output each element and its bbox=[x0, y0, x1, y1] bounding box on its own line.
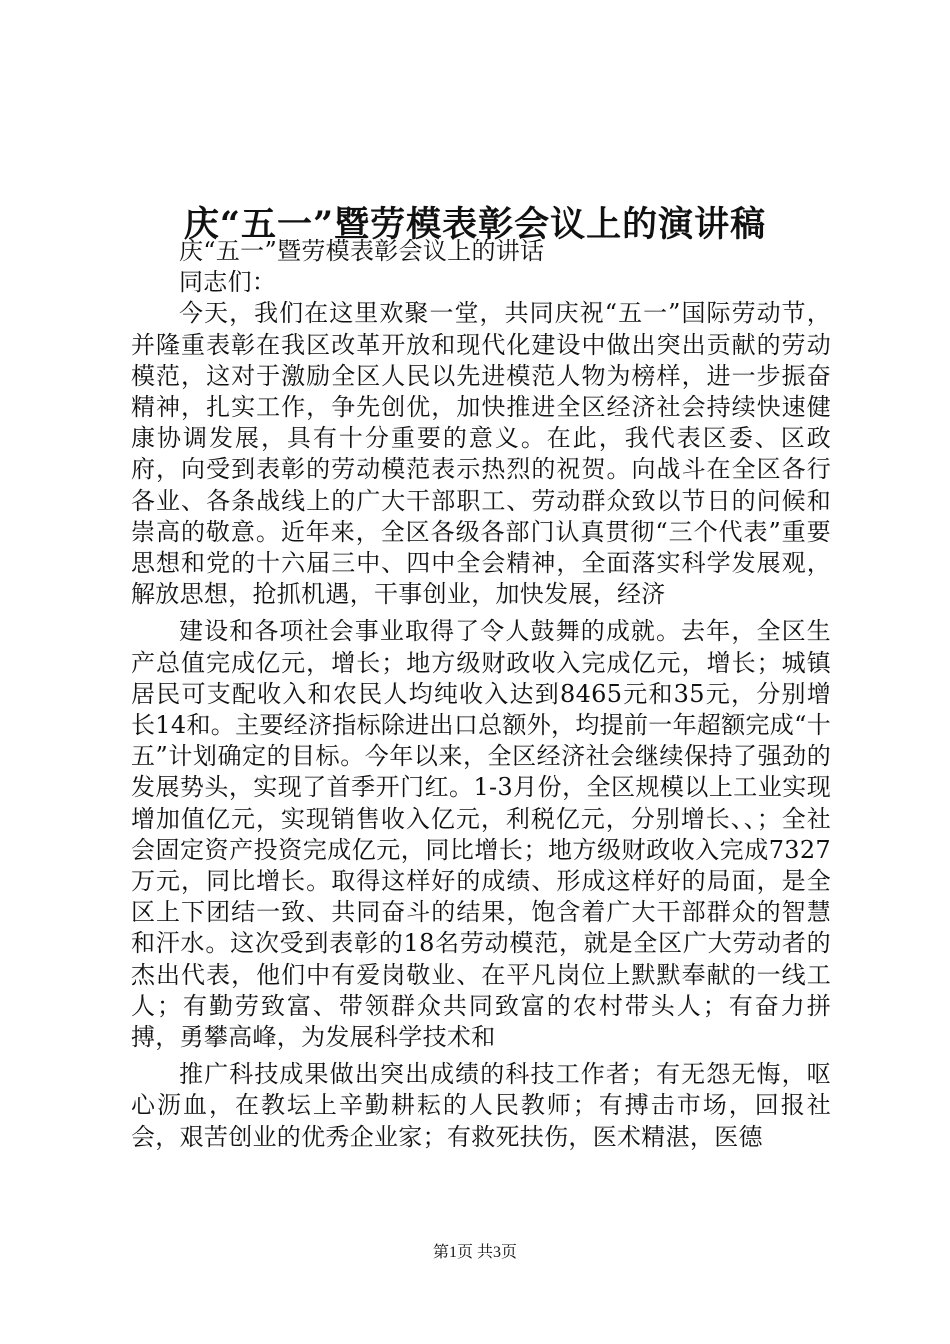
body-paragraph: 建设和各项社会事业取得了令人鼓舞的成就。去年，全区生产总值完成亿元，增长；地方级财政收入完成亿元，增长；城镇居民可支配收入和农民人均纯收入达到8465元和35元，分别增长14和。主要经济指标除进出口总额外，均提前一年超额完成“十五”计划确定的目标。今年以来，全区经济社会继续保持了强劲的发展势头，实现了首季开门红。1-3月份，全区规模以上工业实现增加值亿元，实现销售收入亿元，利税亿元，分别增长、、；全社会固定资产投资完成亿元，同比增长；地方级财政收入完成7327万元，同比增长。取得这样好的成绩、形成这样好的局面，是全区上下团结一致、共同奋斗的结果，饱含着广大干部群众的智慧和汗水。这次受到表彰的18名劳动模范，就是全区广大劳动者的杰出代表，他们中有爱岗敬业、在平凡岗位上默默奉献的一线工人；有勤劳致富、带领群众共同致富的农村带头人；有奋力拼搏，勇攀高峰，为发展科学技术和 bbox=[131, 617, 831, 1052]
salutation-paragraph: 同志们： bbox=[179, 268, 277, 297]
body-paragraph: 今天，我们在这里欢聚一堂，共同庆祝“五一”国际劳动节，并隆重表彰在我区改革开放和现代化建设中做出突出贡献的劳动模范，这对于激励全区人民以先进模范人物为榜样，进一步振奋精神，扎实工作，争先创优，加快推进全区经济社会持续快速健康协调发展，具有十分重要的意义。在此，我代表区委、区政府，向受到表彰的劳动模范表示热烈的祝贺。向战斗在全区各行各业、各条战线上的广大干部职工、劳动群众致以节日的问候和崇高的敬意。近年来，全区各级各部门认真贯彻“三个代表”重要思想和党的十六届三中、四中全会精神，全面落实科学发展观，解放思想，抢抓机遇，干事创业，加快发展，经济 bbox=[131, 299, 831, 609]
page-footer: 第1页 共3页 bbox=[432, 1244, 517, 1261]
document-body bbox=[131, 236, 831, 1153]
document-title: 庆“五一”暨劳模表彰会议上的演讲稿 bbox=[183, 204, 767, 246]
subtitle-paragraph: 庆“五一”暨劳模表彰会议上的讲话 bbox=[179, 237, 545, 265]
body-paragraph: 推广科技成果做出突出成绩的科技工作者；有无怨无悔，呕心沥血，在教坛上辛勤耕耘的人民教师；有搏击市场，回报社会，艰苦创业的优秀企业家；有救死扶伤，医术精湛，医德 bbox=[131, 1060, 831, 1151]
